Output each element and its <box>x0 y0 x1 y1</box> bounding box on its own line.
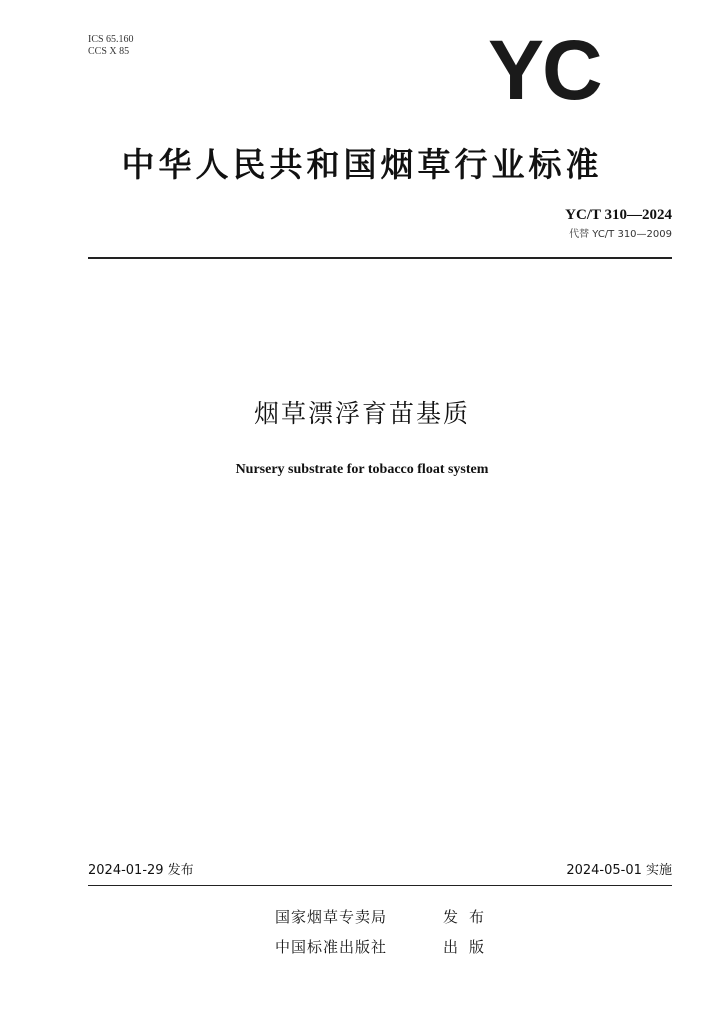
standard-number: YC/T 310—2024 <box>565 207 672 223</box>
publisher-name: 国家烟草专卖局 <box>275 908 388 926</box>
bottom-divider <box>88 885 672 886</box>
document-title-english: Nursery substrate for tobacco float system <box>235 462 489 477</box>
top-divider <box>88 257 672 259</box>
yc-logo: YC <box>488 23 601 117</box>
implementation-date: 2024-05-01 实施 <box>566 863 672 878</box>
industry-standard-heading: 中华人民共和国烟草行业标准 <box>121 145 603 184</box>
document-title-chinese: 烟草漂浮育苗基质 <box>253 399 470 428</box>
publisher-name: 中国标准出版社 <box>275 938 388 956</box>
publisher-action: 发布 <box>443 908 496 926</box>
classification-codes <box>88 34 134 58</box>
replaces-standard: 代替 YC/T 310—2009 <box>569 229 672 240</box>
ics-code: ICS 65.160 <box>88 34 134 45</box>
publisher-action: 出版 <box>443 938 496 956</box>
issue-date: 2024-01-29 发布 <box>88 863 194 878</box>
ccs-code: CCS X 85 <box>88 46 130 57</box>
